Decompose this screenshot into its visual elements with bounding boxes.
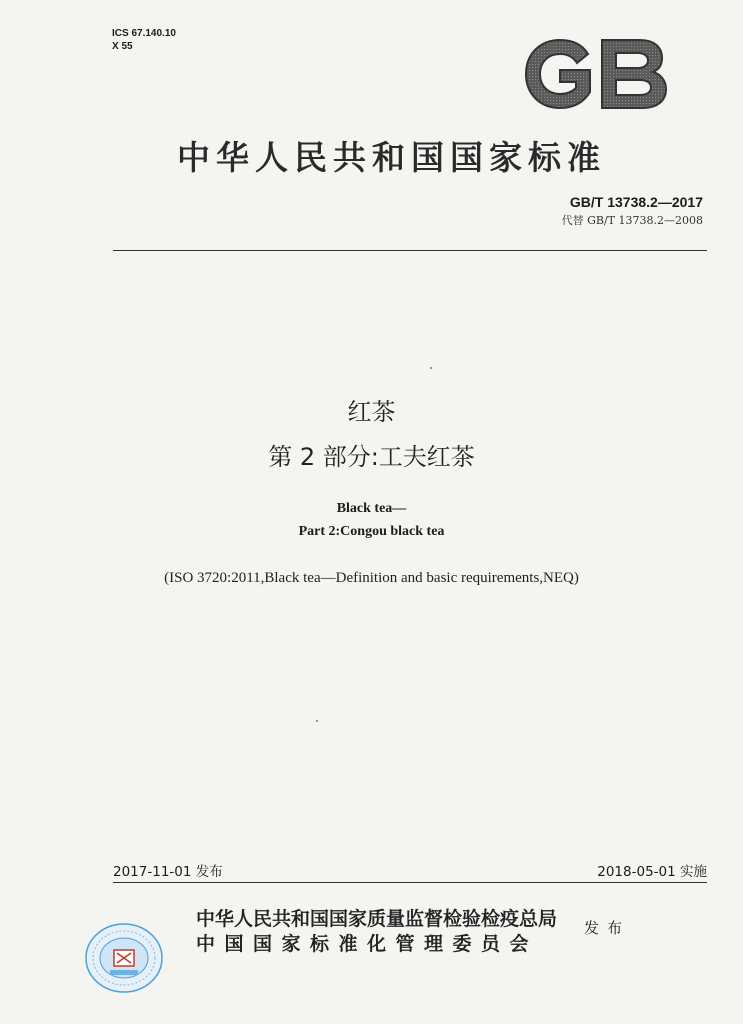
effective-date: 2018-05-01 实施 <box>597 864 707 880</box>
issuing-organization-2: 中国国家标准化管理委员会 <box>196 933 539 955</box>
footer-divider <box>113 882 707 883</box>
issue-date: 2017-11-01 发布 <box>113 864 223 880</box>
replaces-standard: 代替 GB/T 13738.2—2008 <box>561 214 703 227</box>
header-divider <box>113 250 707 251</box>
anti-counterfeit-seal-icon <box>84 922 164 994</box>
english-title-line1: Black tea— <box>336 501 407 516</box>
iso-reference: (ISO 3720:2011,Black tea—Definition and basic requirements,NEQ) <box>164 570 579 586</box>
ccs-code: X 55 <box>112 41 133 52</box>
standard-number: GB/T 13738.2—2017 <box>569 194 703 210</box>
english-title-line2: Part 2:Congou black tea <box>298 524 445 539</box>
gb-logo <box>522 36 670 112</box>
publish-label: 发布 <box>584 919 631 937</box>
chinese-title-line2: 第 2 部分:工夫红茶 <box>268 443 475 471</box>
classification-codes <box>112 27 176 53</box>
national-standard-title: 中华人民共和国国家标准 <box>177 138 606 177</box>
chinese-title-line1: 红茶 <box>347 398 396 426</box>
issuing-organization-1: 中华人民共和国国家质量监督检验检疫总局 <box>196 908 558 930</box>
scan-speck <box>430 367 432 369</box>
scan-speck <box>316 720 318 722</box>
ics-code: ICS 67.140.10 <box>112 28 176 39</box>
